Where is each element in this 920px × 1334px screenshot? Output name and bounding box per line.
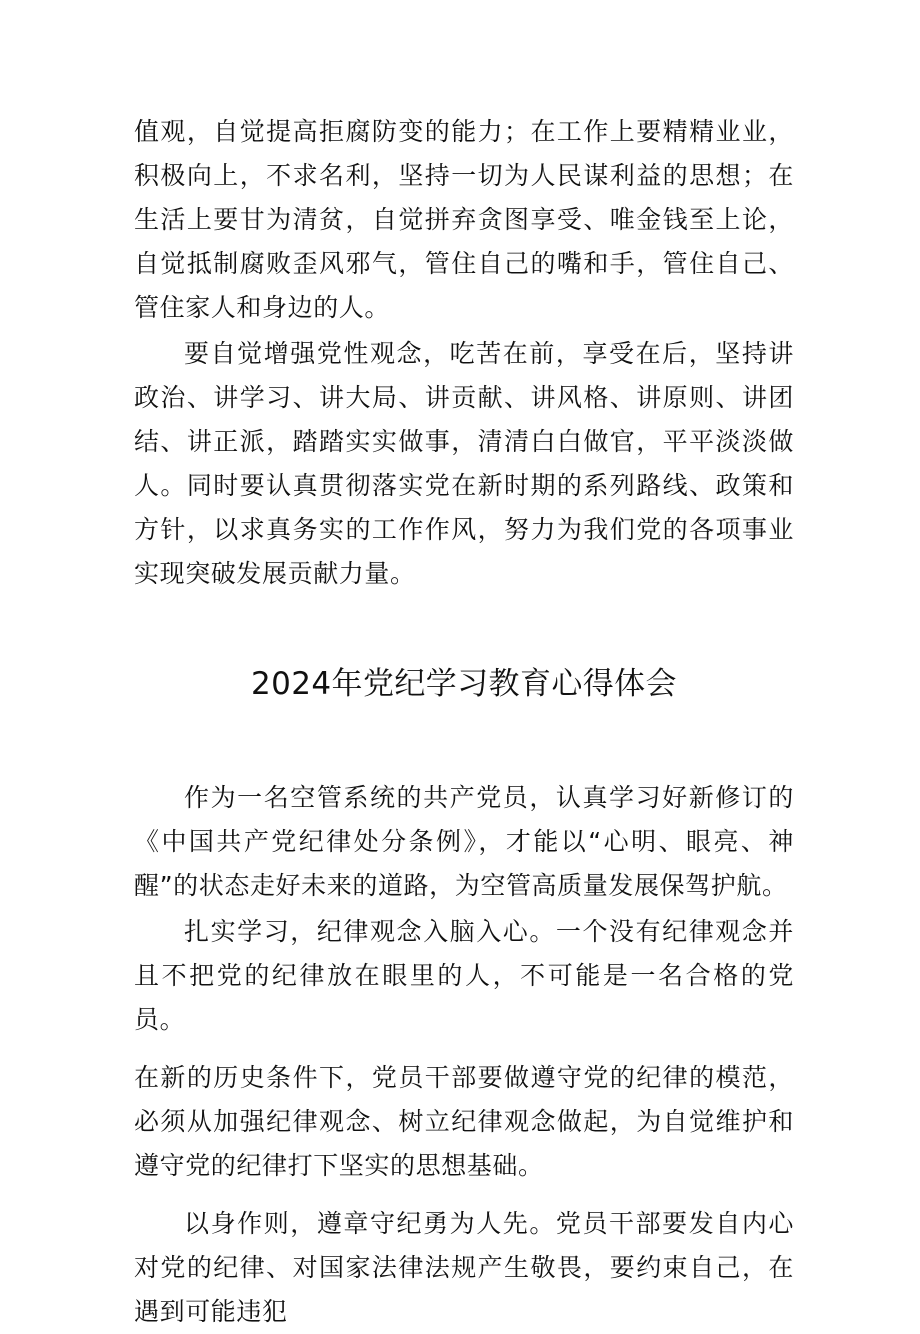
document-title: 2024年党纪学习教育心得体会 bbox=[251, 666, 677, 702]
paragraph-lead-by-example: 以身作则，遵章守纪勇为人先。党员干部要发自内心对党的纪律、对国家法律法规产生敬畏，要约束自己，在遇到可能违犯 bbox=[134, 1209, 794, 1326]
document-body bbox=[134, 110, 794, 1334]
paragraph-party-spirit: 要自觉增强党性观念，吃苦在前，享受在后，坚持讲政治、讲学习、讲大局、讲贡献、讲风格、讲原则、讲团结、讲正派，踏踏实实做事，清清白白做官，平平淡淡做人。同时要认真贯彻落实党在新时期的系列路线、政策和方针，以求真务实的工作作风，努力为我们党的各项事业实现突破发展贡献力量。 bbox=[134, 339, 794, 588]
paragraph-study-discipline: 扎实学习，纪律观念入脑入心。一个没有纪律观念并且不把党的纪律放在眼里的人，不可能是一名合格的党员。 bbox=[134, 917, 794, 1034]
paragraph-continuation: 值观，自觉提高拒腐防变的能力；在工作上要精精业业，积极向上，不求名利，坚持一切为人民谋利益的思想；在生活上要甘为清贫，自觉拼弃贪图享受、唯金钱至上论，自觉抵制腐败歪风邪气，管住自己的嘴和手，管住自己、管住家人和身边的人。 bbox=[134, 117, 794, 322]
paragraph-new-conditions: 在新的历史条件下，党员干部要做遵守党的纪律的模范，必须从加强纪律观念、树立纪律观念做起，为自觉维护和遵守党的纪律打下坚实的思想基础。 bbox=[134, 1063, 794, 1180]
paragraph-introduction: 作为一名空管系统的共产党员，认真学习好新修订的《中国共产党纪律处分条例》，才能以“心明、眼亮、神醒”的状态走好未来的道路，为空管高质量发展保驾护航。 bbox=[134, 783, 794, 900]
